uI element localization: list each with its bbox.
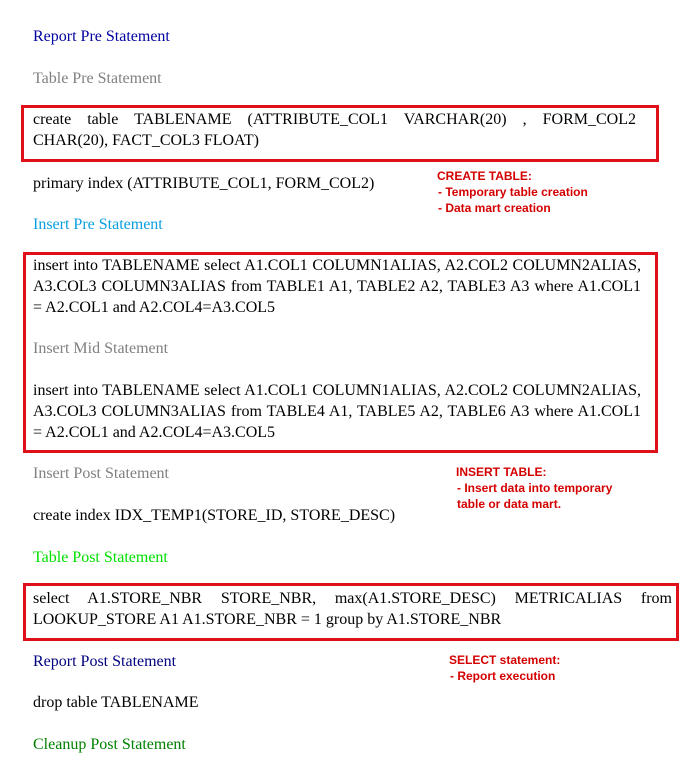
drop-table-statement: drop table TABLENAME xyxy=(33,694,199,711)
report-post-heading: Report Post Statement xyxy=(33,653,177,670)
table-pre-heading: Table Pre Statement xyxy=(33,70,162,87)
table-post-heading: Table Post Statement xyxy=(33,549,168,566)
insert-note-line1: - Insert data into temporary xyxy=(457,481,613,495)
insert-pre-heading: Insert Pre Statement xyxy=(33,216,163,233)
insert-post-heading: Insert Post Statement xyxy=(33,465,169,482)
insert-statement-1: insert into TABLENAME select A1.COL1 COLUMN1ALIAS, A2.COL2 COLUMN2ALIAS, A3.COL3 COLUMN3ALIAS from TABLE1 A1, TABLE2 A2, TABLE3 A3 where A1.COL1 = A2.COL1 and A2.COL4=A3.COL5 xyxy=(33,257,641,316)
cleanup-post-heading: Cleanup Post Statement xyxy=(33,736,186,753)
create-table-note xyxy=(437,168,588,216)
insert-note-title: INSERT TABLE: xyxy=(456,465,547,479)
primary-index-statement: primary index (ATTRIBUTE_COL1, FORM_COL2) xyxy=(33,175,375,192)
insert-note-line2: table or data mart. xyxy=(457,497,562,511)
create-note-line1: - Temporary table creation xyxy=(438,185,588,199)
create-table-statement: create table TABLENAME (ATTRIBUTE_COL1 VARCHAR(20) , FORM_COL2 CHAR(20), FACT_COL3 FLOAT) xyxy=(33,111,636,149)
create-index-statement: create index IDX_TEMP1(STORE_ID, STORE_DESC) xyxy=(33,507,396,524)
select-note xyxy=(449,652,560,684)
select-statement: select A1.STORE_NBR STORE_NBR, max(A1.STORE_DESC) METRICALIAS from LOOKUP_STORE A1 A1.STORE_NBR = 1 group by A1.STORE_NBR xyxy=(33,590,672,628)
select-note-title: SELECT statement: xyxy=(449,653,561,667)
insert-mid-heading: Insert Mid Statement xyxy=(33,340,169,357)
create-note-line2: - Data mart creation xyxy=(438,201,551,215)
create-note-title: CREATE TABLE: xyxy=(437,169,532,183)
insert-statement-2: insert into TABLENAME select A1.COL1 COLUMN1ALIAS, A2.COL2 COLUMN2ALIAS, A3.COL3 COLUMN3ALIAS from TABLE4 A1, TABLE5 A2, TABLE6 A3 where A1.COL1 = A2.COL1 and A2.COL4=A3.COL5 xyxy=(33,382,641,441)
report-pre-heading: Report Pre Statement xyxy=(33,28,170,45)
select-note-line1: - Report execution xyxy=(450,669,556,683)
insert-table-note xyxy=(456,464,612,512)
